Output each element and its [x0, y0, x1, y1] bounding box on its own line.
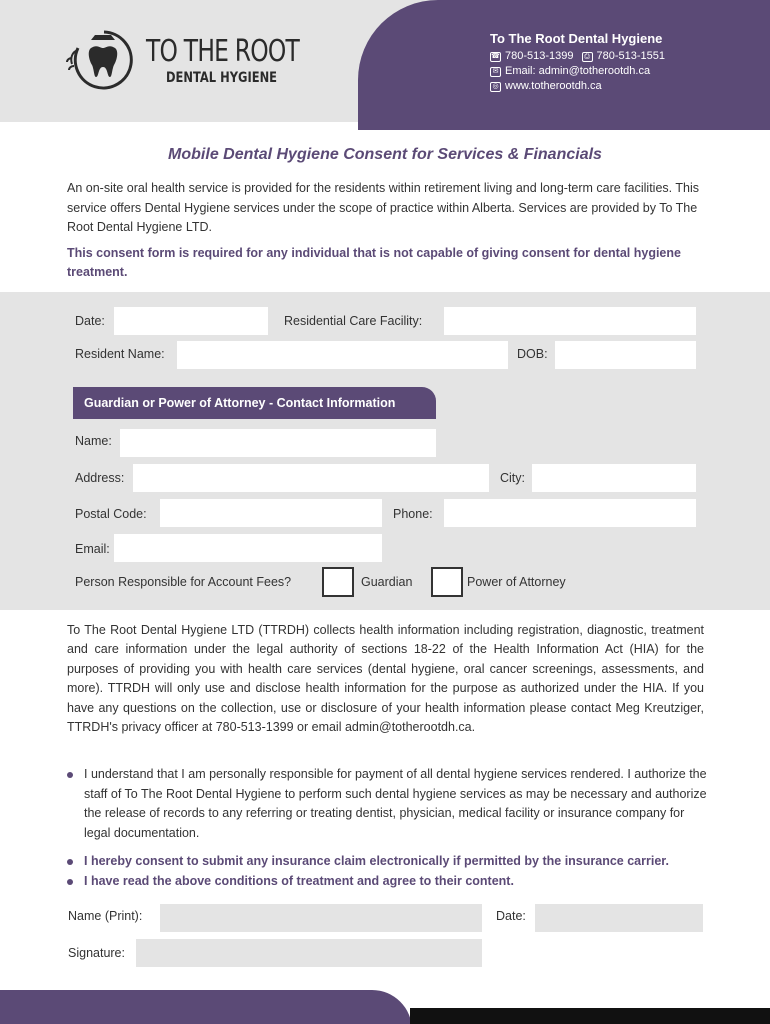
resident-form-panel [0, 292, 770, 610]
postal-code-label: Postal Code: [75, 507, 147, 521]
phone-line [490, 49, 665, 64]
footer-dark-band [410, 1008, 770, 1024]
name-print-label: Name (Print): [68, 909, 143, 923]
page-title: Mobile Dental Hygiene Consent for Services & Financials [168, 146, 602, 163]
phone-label: Phone: [393, 507, 433, 521]
guardian-name-label: Name: [75, 434, 112, 448]
signature-date-field[interactable] [535, 904, 703, 932]
privacy-statement: To The Root Dental Hygiene LTD (TTRDH) collects health information including registration, diagnostic, treatment and care information under the legal authority of sections 18-22 of the Health Information Act (HIA) for the purposes of providing you with health care services (dental hygiene, oral cancer screenings, assessments, and more). TTRDH will only use and disclose health information for the purpose as authorized under the HIA. If you have any questions on the collection, use or disclosure of your health information please contact Meg Kreutziger, TTRDH's privacy officer at 780-513-1399 or email admin@totherootdh.ca. [67, 623, 704, 735]
contact-website: www.totherootdh.ca [505, 80, 602, 92]
email-field[interactable] [114, 534, 382, 562]
guardian-checkbox[interactable] [322, 567, 354, 597]
mail-icon: ✉ [490, 67, 501, 77]
tooth-logo-icon [64, 28, 144, 94]
phone-number-1: 780-513-1399 [505, 50, 574, 62]
phone-field[interactable] [444, 499, 696, 527]
signature-field[interactable] [136, 939, 482, 967]
intro-paragraph: An on-site oral health service is provided for the residents within retirement living and long-term care facilities. This service offers Dental Hygiene services under the scope of practice within Alberta. Services are provided by To The Root Dental Hygiene LTD. [67, 181, 700, 234]
guardian-section-heading: Guardian or Power of Attorney - Contact Information [73, 387, 436, 419]
email-line [490, 64, 665, 79]
address-field[interactable] [133, 464, 489, 492]
guardian-name-field[interactable] [120, 429, 436, 457]
consent-notice: This consent form is required for any individual that is not capable of giving consent for dental hygiene treatment. [67, 246, 681, 279]
name-print-field[interactable] [160, 904, 482, 932]
list-item: I understand that I am personally responsible for payment of all dental hygiene services rendered. I authorize the staff of To The Root Dental Hygiene to perform such dental hygiene services as may be necessary and authorize the release of records to any referring or treating dentist, physician, medical facility or insurance company for legal documentation. [67, 765, 707, 843]
logo [64, 28, 300, 94]
phone-icon: ☎ [491, 53, 500, 60]
logo-title: TO THE ROOT [146, 34, 300, 69]
power-of-attorney-option-label: Power of Attorney [467, 575, 566, 589]
guardian-option-label: Guardian [361, 575, 413, 589]
email-label: Email: [75, 542, 110, 556]
resident-name-field[interactable] [177, 341, 508, 369]
consent-list [67, 765, 707, 891]
website-line [490, 79, 665, 94]
signature-label: Signature: [68, 946, 125, 960]
logo-subtitle: DENTAL HYGIENE [166, 70, 278, 86]
contact-block [490, 31, 665, 94]
signature-date-label: Date: [496, 909, 526, 923]
address-label: Address: [75, 471, 125, 485]
city-label: City: [500, 471, 525, 485]
facility-label: Residential Care Facility: [284, 314, 423, 328]
power-of-attorney-checkbox[interactable] [431, 567, 463, 597]
globe-icon: ◎ [490, 82, 501, 92]
list-item: I hereby consent to submit any insurance claim electronically if permitted by the insurance carrier. [67, 852, 707, 872]
dob-field[interactable] [555, 341, 696, 369]
phone-number-2: 780-513-1551 [596, 50, 666, 62]
contact-email: Email: admin@totherootdh.ca [505, 65, 651, 77]
resident-name-label: Resident Name: [75, 347, 165, 361]
facility-field[interactable] [444, 307, 696, 335]
postal-code-field[interactable] [160, 499, 382, 527]
date-label: Date: [75, 314, 105, 328]
city-field[interactable] [532, 464, 696, 492]
dob-label: DOB: [517, 347, 548, 361]
responsible-label: Person Responsible for Account Fees? [75, 575, 292, 589]
list-item: I have read the above conditions of treatment and agree to their content. [67, 872, 707, 892]
fax-icon: ⎙ [582, 52, 593, 62]
date-field[interactable] [114, 307, 268, 335]
footer-band [0, 990, 412, 1024]
company-name: To The Root Dental Hygiene [490, 31, 663, 46]
